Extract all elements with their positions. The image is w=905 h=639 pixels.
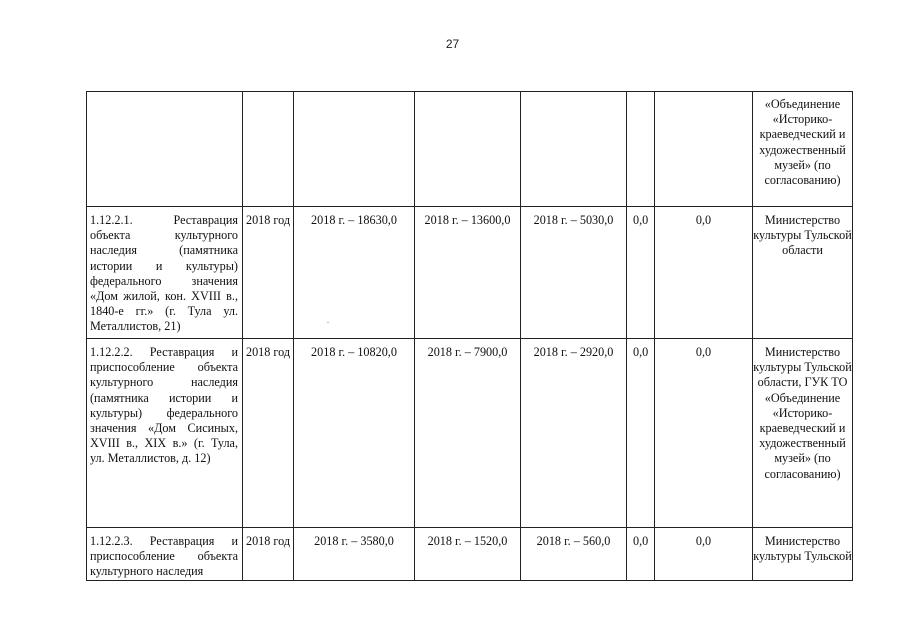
cell-col7 [655, 92, 753, 207]
cell-total: 2018 г. – 10820,0 [294, 339, 415, 528]
cell-col7: 0,0 [655, 528, 753, 581]
cell-federal: 2018 г. – 13600,0 [415, 207, 521, 339]
table-row [87, 528, 853, 581]
cell-description: 1.12.2.1. Реставрация объекта культурного наследия (памятника истории и культуры) федерального значения «Дом жилой, кон. XVIII в., 1840-е гг.» (г. Тула ул. Металлистов, 21) [87, 207, 243, 339]
cell-year: 2018 год [243, 339, 294, 528]
cell-regional: 2018 г. – 5030,0 [521, 207, 627, 339]
cell-regional [521, 92, 627, 207]
cell-description [87, 92, 243, 207]
table-row [87, 92, 853, 207]
program-table [86, 91, 853, 581]
cell-regional: 2018 г. – 560,0 [521, 528, 627, 581]
cell-year: 2018 год [243, 528, 294, 581]
scan-speck [327, 322, 329, 323]
cell-year [243, 92, 294, 207]
cell-organization: «Объединение «Историко-краеведческий и художественный музей» (по согласованию) [753, 92, 853, 207]
cell-federal [415, 92, 521, 207]
cell-organization: Министерство культуры Тульской области, ГУК ТО «Объединение «Историко-краеведческий и художественный музей» (по согласованию) [753, 339, 853, 528]
cell-organization: Министерство культуры Тульской [753, 528, 853, 581]
cell-federal: 2018 г. – 7900,0 [415, 339, 521, 528]
cell-col6: 0,0 [627, 528, 655, 581]
cell-total [294, 92, 415, 207]
cell-year: 2018 год [243, 207, 294, 339]
table-row [87, 339, 853, 528]
page-number: 27 [445, 37, 460, 51]
cell-col6: 0,0 [627, 339, 655, 528]
cell-col6 [627, 92, 655, 207]
cell-col7: 0,0 [655, 339, 753, 528]
cell-regional: 2018 г. – 2920,0 [521, 339, 627, 528]
cell-federal: 2018 г. – 1520,0 [415, 528, 521, 581]
cell-col7: 0,0 [655, 207, 753, 339]
cell-col6: 0,0 [627, 207, 655, 339]
table-row [87, 207, 853, 339]
cell-description: 1.12.2.2. Реставрация и приспособление объекта культурного наследия (памятника истории и культуры) федерального значения «Дом Сисиных, XVIII в., XIX в.» (г. Тула, ул. Металлистов, д. 12) [87, 339, 243, 528]
cell-description: 1.12.2.3. Реставрация и приспособление объекта культурного наследия [87, 528, 243, 581]
cell-organization: Министерство культуры Тульской области [753, 207, 853, 339]
cell-total: 2018 г. – 3580,0 [294, 528, 415, 581]
cell-total: 2018 г. – 18630,0 [294, 207, 415, 339]
